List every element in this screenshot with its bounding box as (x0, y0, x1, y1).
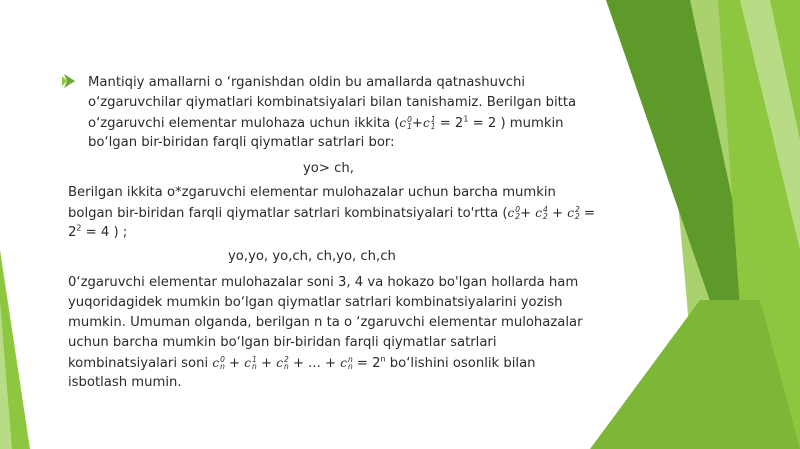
paragraph1-line3: o‘zgaruvchi elementar mulohaza uchun ikkita (c 0 1 +c 1 1 = $2^1 = 2$ ) mumkin (88, 114, 564, 131)
paragraph3-line3: mumkin. Umuman olganda, berilgan n ta o ‘zgaruvchi elementar mulohazalar (68, 315, 583, 330)
formula1: yo> ch, (303, 161, 354, 176)
paragraph3-line6: isbotlash mumin. (68, 375, 182, 390)
paragraph2-line2: bolgan bir-biridan farqli qiymatlar satrlari kombinatsiyalari to'rtta (c 0 2 + c 4 2 + c 2 2 = (68, 205, 595, 221)
paragraph3-line5: kombinatsiyalari soni c 0 n + c 1 n + c 2 n + ... + c n n = $2^n$ bo‘lishini osonlik bilan (68, 354, 536, 371)
paragraph2-line1: Berilgan ikkita o*zgaruvchi elementar mulohazalar uchun barcha mumkin (68, 185, 556, 200)
formula2: yo,yo, yo,ch, ch,yo, ch,ch (228, 249, 396, 264)
paragraph1-line2: o‘zgaruvchilar qiymatlari kombinatsiyalari bilan tanishamiz. Berilgan bitta (88, 95, 577, 110)
paragraph2-line3: $2^2 = 4$ ) ; (68, 223, 128, 240)
paragraph1-line1: Mantiqiy amallarni o ‘rganishdan oldin bu amallarda qatnashuvchi (88, 75, 526, 90)
paragraph3-line1: 0‘zgaruvchi elementar mulohazalar soni 3, 4 va hokazo bo'lgan hollarda ham (68, 275, 579, 290)
paragraph3-line4: uchun barcha mumkin bo‘lgan bir-biridan farqli qiymatlar satrlari (68, 335, 497, 350)
paragraph1-line4: bo‘lgan bir-biridan farqli qiymatlar satrlari bor: (88, 135, 395, 150)
paragraph3-line2: yuqoridagidek mumkin bo‘lgan qiymatlar satrlari kombinatsiyalarini yozish (68, 295, 563, 310)
